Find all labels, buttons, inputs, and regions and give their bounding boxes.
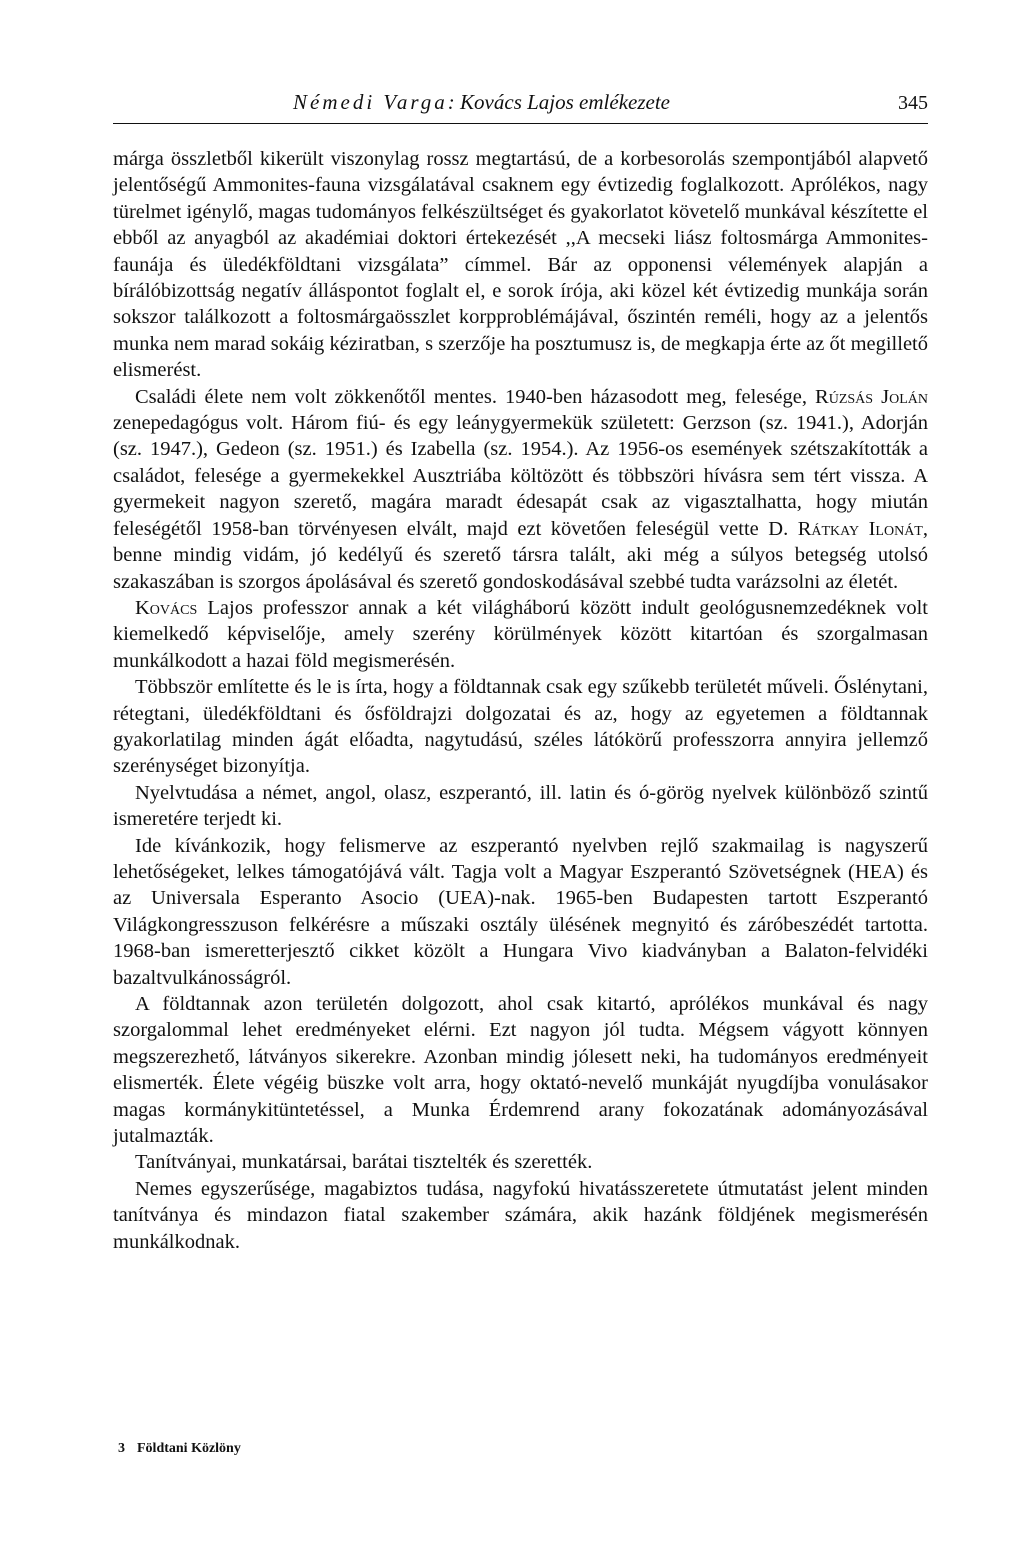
paragraph-text: Többször említette és le is írta, hogy a földtannak csak egy szűkebb területét művelі. Őslénytani, rétegtani, üledékföldtani és ősföldrajzi dolgozatai és az, hogy az egyetemen a földtannak gyakorlatilag minden ágát előadta, nagytudású, széles látókörű professzorra annyira jellemző szerénységet bizonyítja.	[113, 676, 929, 778]
paragraph-5	[113, 780, 928, 833]
person-name: Kovács	[135, 596, 198, 619]
person-name: Rátkay Ilonát	[797, 517, 923, 540]
paragraph-text: Nemes egyszerűsége, magabiztos tudása, nagyfokú hivatásszeretete útmutatást jelent minden tanítványa és mindazon fiatal szakember számára, akik hazánk földjének megismerésén munkálkodnak.	[113, 1177, 928, 1253]
paragraph-text: márga összletből kikerült viszonylag rossz megtartású, de a korbesorolás szempontjából alapvető jelentőségű Ammonites-fauna vizsgálatával csaknem egy évtizedig foglalkozott. Aprólékos, nagy türelmet igénylő, magas tudományos felkészültséget és gyakorlatot követelő munkával készítette el ebből az anyagból az akadémiai doktori értekezését ,,A mecseki liász foltosmárga Ammonites-faunája és üledékföldtani vizsgálata” címmel. Bár az opponensi vélemények alapján a bírálóbizottság negatív álláspontot foglalt el, e sorok írója, aki közel két évtizedig munkája során sokszor találkozott a foltosmárgaösszlet korpproblémájával, őszintén reméli, hogy az a jelentős munka nem marad sokáig kéziratban, s szerzője ha posztumusz is, de megkapja érte az őt megillető elismerést.	[113, 148, 928, 382]
paragraph-1	[113, 146, 928, 384]
running-header	[113, 86, 928, 126]
person-name: Rúzsás Jolán	[815, 385, 928, 408]
paragraph-7	[113, 991, 928, 1149]
paragraph-text: Tanítványai, munkatársai, barátai tisztelték és szerették.	[135, 1151, 593, 1174]
signature-number: 3	[118, 1441, 125, 1456]
article-title: Kovács Lajos emlékezete	[460, 90, 670, 114]
paragraph-text: Nyelvtudása a német, angol, olasz, eszperantó, ill. latin és ó-görög nyelvek különböző szintű ismeretére terjedt ki.	[113, 781, 928, 831]
page-footer	[118, 1441, 241, 1457]
paragraph-text: A földtannak azon területén dolgozott, ahol csak kitartó, aprólékos munkával és nagy szorgalommal lehet eredményeket elérni. Ezt nagyon jól tudta. Mégsem vágyott könnyen megszerezhető, látványos sikerekre. Azonban mindig jólesett neki, ha tudományos eredményeit elismerték. Élete végéig büszke volt arra, hogy oktató-nevelő munkáját nyugdíjba vonulásakor magas kormánykitüntetéssel, a Munka Érdemrend arany fokozatának adományozásával jutalmazták.	[113, 993, 928, 1148]
journal-name: Földtani Közlöny	[137, 1441, 241, 1456]
page-number: 345	[898, 92, 928, 114]
paragraph-text: Lajos professzor annak a két világháború között indult geológusnemzedéknek volt kiemelkedő képviselője, amely szerény körülmények között kitartóan és szorgalmasan munkálkodott a hazai föld megismerésén.	[113, 596, 928, 672]
paragraph-text: zenepedagógus volt. Három fiú- és egy leánygyermekük született: Gerzson (sz. 1941.), Adorján (sz. 1947.), Gedeon (sz. 1951.) és Izabella (sz. 1954.). Az 1956-os események szétszakították a családot, felesége a gyermekekkel Ausztriába költözött és többszöri hívásra sem tért vissza. A gyermekeit nagyon szerető, magára maradt édesapát csak az vigasztalhatta, hogy miután feleségétől 1958-ban törvényesen elvált, majd ezt követően feleségül vette D.	[113, 412, 928, 540]
paragraph-8	[113, 1149, 928, 1175]
paragraph-2	[113, 384, 928, 595]
paragraph-text: Családi élete nem volt zökkenőtől mentes. 1940-ben házasodott meg, felesége,	[135, 385, 816, 408]
header-separator: :	[447, 90, 455, 114]
header-title	[293, 90, 670, 115]
paragraph-4	[113, 674, 928, 780]
paragraph-9	[113, 1176, 928, 1255]
paragraph-6	[113, 833, 928, 991]
paragraph-text: , benne mindig vidám, jó kedélyű és szerető társra talált, aki még a súlyos betegség utolsó szakaszában is szorgos ápolásával és szerető gondoskodásával szebbé tudta varázsolni az életét.	[113, 517, 928, 593]
paragraph-text: Ide kívánkozik, hogy felismerve az eszperantó nyelvben rejlő szakmailag is nagyszerű lehetőségeket, lelkes támogatójává vált. Tagja volt a Magyar Eszperantó Szövetségnek (HEA) és az Universala Esperanto Asocio (UEA)-nak. 1965-ben Budapesten tartott Eszperantó Világkongresszuson felkérésre a műszaki osztály ülésének megnyitó és záróbeszédét tartotta. 1968-ban ismeretterjesztő cikket közölt a Hungara Vivo kiadványban a Balaton-felvidéki bazaltvulkánosságról.	[113, 834, 928, 989]
header-author: Némedi Varga	[293, 90, 448, 114]
body-text	[113, 146, 928, 1255]
paragraph-3	[113, 595, 928, 674]
header-rule	[113, 123, 928, 124]
